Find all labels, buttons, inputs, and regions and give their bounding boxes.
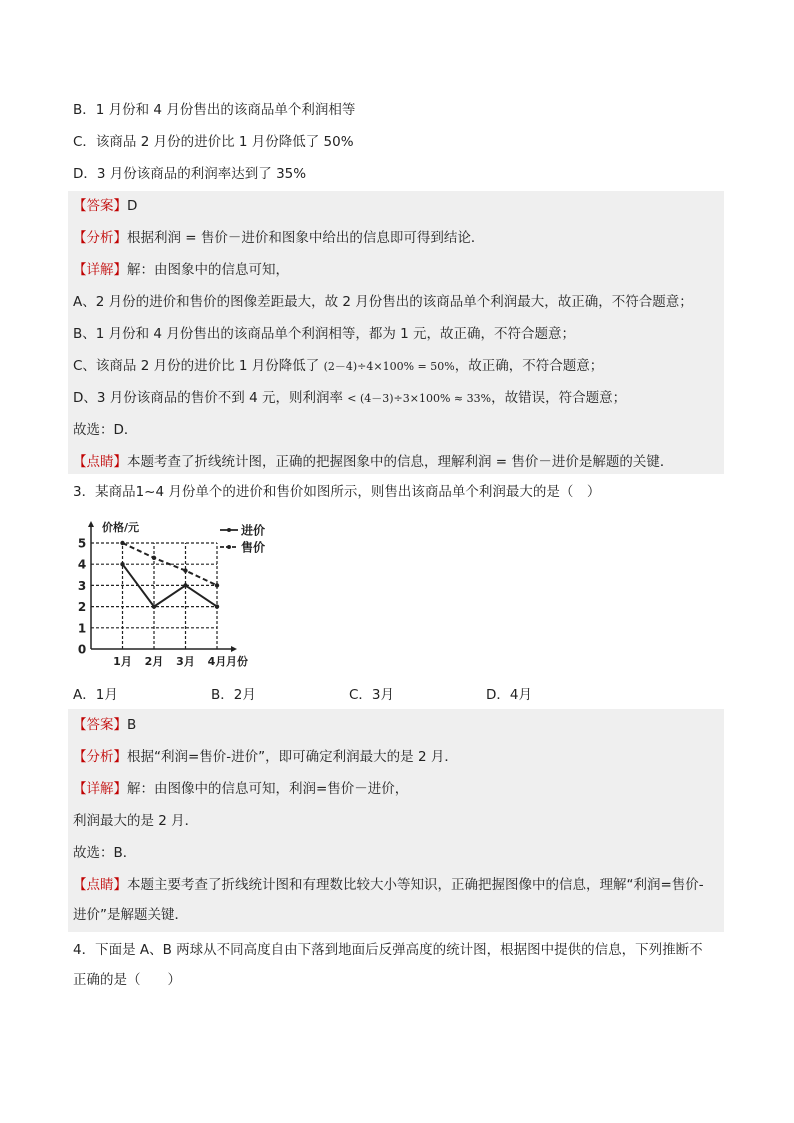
- q2-choose: 故选：D．: [73, 422, 138, 438]
- q2-option-c: C．该商品 2 月份的进价比 1 月份降低了 50%: [73, 134, 354, 150]
- detail-c-conclusion: ，故正确，不符合题意；: [454, 358, 604, 374]
- legend-label: 售价: [241, 540, 266, 555]
- y-axis-title: 价格/元: [102, 521, 140, 534]
- q3-option-b: B．2月: [211, 687, 256, 703]
- x-tick-label: 1月: [113, 655, 132, 668]
- analysis-text: 根据“利润=售价-进价”，即可确定利润最大的是 2 月．: [127, 749, 458, 765]
- analysis-tag: 【分析】: [73, 749, 127, 765]
- q3-choose: 故选：B．: [73, 845, 137, 861]
- legend-label: 进价: [241, 523, 266, 538]
- analysis-text: 根据利润 = 售价－进价和图象中给出的信息即可得到结论．: [127, 230, 485, 246]
- q2-detail-a: A、2 月份的进价和售价的图像差距最大，故 2 月份售出的该商品单个利润最大，故正确，不符合题意；: [73, 294, 693, 310]
- q3-comment-line2: 进价”是解题关键．: [73, 907, 188, 923]
- detail-d-text: D、3 月份该商品的售价不到 4 元，则利润率: [73, 390, 343, 406]
- comment-tag: 【点睛】: [73, 877, 127, 893]
- q3-stem: 3．某商品1~4 月份单个的进价和售价如图所示，则售出该商品单个利润最大的是（ ）: [73, 484, 601, 500]
- data-point: [152, 556, 156, 560]
- q2-detail-d: [73, 388, 724, 409]
- data-point: [120, 562, 124, 566]
- q2-detail: [73, 260, 724, 280]
- answer-value: B: [127, 717, 137, 733]
- x-axis-title: 月份: [226, 655, 248, 668]
- q2-comment: [73, 452, 724, 472]
- comment-text: 本题考查了折线统计图，正确的把握图象中的信息，理解利润 = 售价－进价是解题的关键．: [127, 454, 674, 470]
- y-tick-label: 4: [77, 557, 87, 572]
- x-tick-label: 3月: [176, 655, 195, 668]
- data-point: [183, 568, 187, 572]
- y-tick-label: 0: [77, 642, 87, 657]
- y-tick-label: 3: [77, 578, 87, 593]
- q3-option-a: A．1月: [73, 687, 118, 703]
- detail-intro: 解：由图像中的信息可知，利润=售价－进价，: [127, 781, 409, 797]
- q3-option-d: D．4月: [486, 687, 532, 703]
- detail-d-formula: < (4－3)÷3×100% ≈ 33%: [347, 392, 492, 405]
- q2-answer: [73, 196, 724, 216]
- x-tick-label: 2月: [144, 655, 164, 668]
- q3-detail-line2: 利润最大的是 2 月．: [73, 813, 199, 829]
- answer-value: D: [127, 198, 138, 214]
- q4-stem-line1: 4．下面是 A、B 两球从不同高度自由下落到地面后反弹高度的统计图，根据图中提供的信息，下列推断不: [73, 942, 703, 958]
- q2-detail-c: [73, 356, 724, 377]
- legend-marker: [227, 528, 231, 532]
- detail-d-conclusion: ，故错误，符合题意；: [491, 390, 627, 406]
- analysis-tag: 【分析】: [73, 230, 127, 246]
- detail-c-formula: (2－4)÷4×100% = 50%: [323, 360, 455, 373]
- q2-option-b: B．1 月份和 4 月份售出的该商品单个利润相等: [73, 102, 356, 118]
- y-tick-label: 1: [77, 621, 87, 636]
- q2-option-d: D．3 月份该商品的利润率达到了 35%: [73, 166, 307, 182]
- comment-tag: 【点睛】: [73, 454, 127, 470]
- y-tick-label: 2: [77, 600, 87, 615]
- legend-marker: [227, 545, 231, 549]
- data-point: [215, 583, 219, 587]
- x-axis-arrow: [231, 646, 237, 652]
- detail-c-text: C、该商品 2 月份的进价比 1 月份降低了: [73, 358, 320, 374]
- answer-tag: 【答案】: [73, 717, 127, 733]
- data-point: [152, 604, 156, 608]
- q3-detail: [73, 779, 724, 799]
- data-point: [215, 604, 219, 608]
- q3-answer: [73, 715, 724, 735]
- answer-tag: 【答案】: [73, 198, 127, 214]
- q3-analysis: [73, 747, 724, 767]
- detail-intro: 解：由图象中的信息可知，: [127, 262, 289, 278]
- detail-tag: 【详解】: [73, 781, 127, 797]
- y-tick-label: 5: [77, 536, 87, 551]
- data-point: [120, 541, 124, 545]
- q3-comment: [73, 875, 724, 895]
- price-line-chart: [68, 512, 288, 672]
- q2-detail-b: B、1 月份和 4 月份售出的该商品单个利润相等，都为 1 元，故正确，不符合题意；: [73, 326, 575, 342]
- data-point: [183, 583, 187, 587]
- q2-analysis: [73, 228, 724, 248]
- detail-tag: 【详解】: [73, 262, 127, 278]
- y-axis-arrow: [88, 521, 94, 527]
- x-tick-label: 4月: [207, 655, 227, 668]
- q4-stem-line2: 正确的是（ ）: [73, 972, 181, 988]
- comment-text: 本题主要考查了折线统计图和有理数比较大小等知识，正确把握图像中的信息，理解“利润=售价-: [127, 877, 704, 893]
- q3-option-c: C．3月: [349, 687, 395, 703]
